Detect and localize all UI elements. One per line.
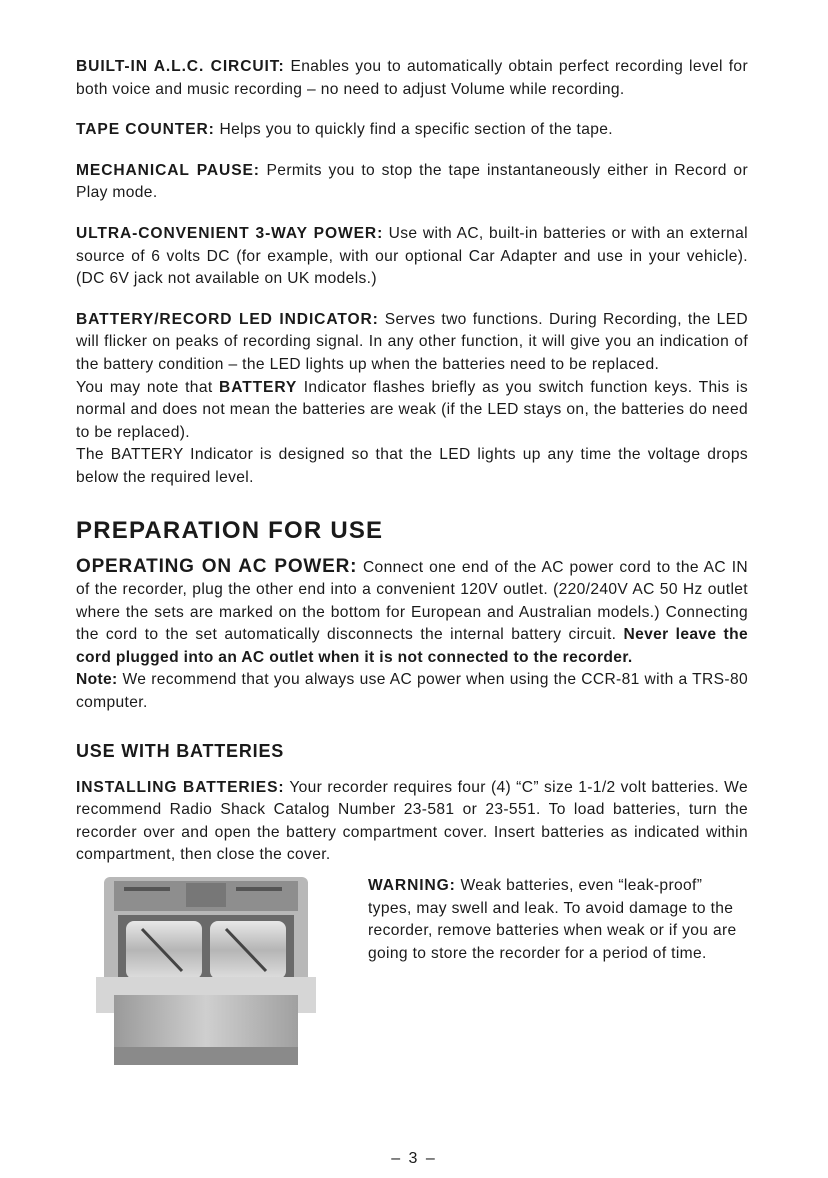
ac-power-paragraph [76, 556, 748, 670]
battery-led-voltage: The BATTERY Indicator is designed so that the LED lights up any time the voltage drops below the required level. [76, 446, 748, 486]
ac-power-label: OPERATING ON AC POWER: [76, 555, 358, 577]
warning-text: Weak batteries, even “leak-proof” types, may swell and leak. To avoid damage to the recorder, remove batteries when weak or if you are going to store the recorder for a period of time. [368, 877, 737, 962]
feature-text: Enables you to automatically obtain perfect recording level for both voice and music recording – no need to adjust Volume while recording. [76, 58, 749, 98]
feature-text: Helps you to quickly find a specific section of the tape. [219, 121, 613, 139]
installing-batteries-text: Your recorder requires four (4) “C” size 1-1/2 volt batteries. We recommend Radio Shack Catalog Number 23-581 or 23-551. To load batteries, turn the recorder over and open the battery compartment cover. Insert batteries as indicated within compartment, then close the cover. [76, 778, 748, 864]
ac-power-text: Connect one end of the AC power cord to the AC IN of the recorder, plug the other end into a convenient 120V outlet. (220/240V AC 50 Hz outlet where the sets are marked on the bottom for European and Australian models.) Connecting the cord to the set automatically disconnects the internal battery circuit. [76, 558, 748, 644]
feature-mechanical-pause [76, 160, 748, 205]
manual-page [76, 56, 748, 1065]
battery-led-text: Serves two functions. During Recording, the LED will flicker on peaks of recording signal. In any other function, it will give you an indication of the battery condition – the LED lights up when the batteries need to be replaced. [76, 310, 748, 373]
feature-label: BUILT-IN A.L.C. CIRCUIT: [76, 58, 285, 75]
battery-section-bottom [76, 875, 748, 1065]
warning-paragraph [368, 875, 750, 965]
page-number: – 3 – [391, 1150, 437, 1167]
battery-compartment-photo [96, 877, 316, 1065]
ac-power-warning: Never leave the cord plugged into an AC outlet when it is not connected to the recorder. [76, 626, 748, 666]
feature-tape-counter [76, 119, 748, 142]
installing-batteries-label: INSTALLING BATTERIES: [76, 778, 285, 796]
feature-text: Permits you to stop the tape instantaneously either in Record or Play mode. [76, 161, 748, 202]
feature-label: MECHANICAL PAUSE: [76, 161, 260, 179]
feature-3way-power [76, 223, 748, 291]
battery-led-note [76, 377, 748, 445]
battery-led-paragraph [76, 309, 748, 377]
installing-batteries-paragraph [76, 777, 748, 867]
feature-alc [76, 56, 748, 101]
battery-led-note-text: You may note that [76, 378, 213, 396]
section-title-preparation: PREPARATION FOR USE [76, 516, 384, 544]
section-title-batteries: USE WITH BATTERIES [76, 740, 285, 761]
warning-label: WARNING: [368, 877, 456, 895]
note-label: Note: [76, 671, 118, 689]
battery-led-note-bold: BATTERY [219, 378, 298, 396]
battery-led-note-text: Indicator flashes briefly as you switch function keys. This is normal and does not mean the batteries are weak (if the LED stays on, the batteries do need to be replaced). [76, 378, 748, 441]
battery-led-label: BATTERY/RECORD LED INDICATOR: [76, 310, 379, 328]
warning-box [368, 875, 750, 965]
feature-text: Use with AC, built-in batteries or with an external source of 6 volts DC (for example, with our optional Car Adapter and use in your vehicle). (DC 6V jack not available on UK models.) [76, 224, 748, 288]
feature-label: ULTRA-CONVENIENT 3-WAY POWER: [76, 224, 384, 242]
feature-label: TAPE COUNTER: [76, 121, 215, 139]
note-paragraph [76, 669, 748, 714]
note-text: We recommend that you always use AC power when using the CCR-81 with a TRS-80 computer. [76, 671, 748, 712]
